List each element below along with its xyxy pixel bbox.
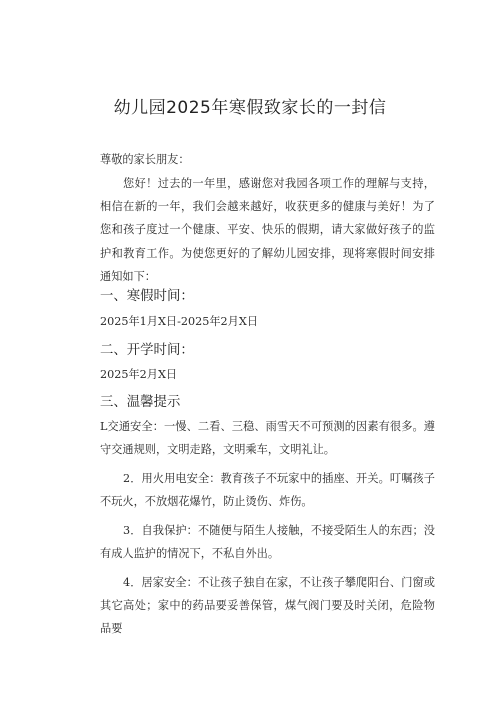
tip-item: 3．自我保护：不随便与陌生人接触，不接受陌生人的东西；没有成人监护的情况下，不私自外出。 [100, 524, 435, 561]
tip-item: 4．居家安全：不让孩子独自在家，不让孩子攀爬阳台、门窗或其它高处；家中的药品要妥善保管，煤气阀门要及时关闭，危险物品要 [100, 576, 435, 636]
salutation: 尊敬的家长朋友： [100, 153, 190, 166]
section-heading-tips: 三、温馨提示 [100, 395, 181, 410]
section-heading-school-start: 二、开学时间： [100, 343, 194, 358]
winter-break-dates: 2025年1月X日-2025年2月X日 [100, 315, 259, 328]
tip-item: 2．用火用电安全：教育孩子不玩家中的插座、开关。叮嘱孩子不玩火，不放烟花爆竹，防止烫伤、炸伤。 [100, 472, 435, 509]
intro-paragraph: 您好！过去的一年里，感谢您对我园各项工作的理解与支持，相信在新的一年，我们会越来越好，收获更多的健康与美好！为了您和孩子度过一个健康、平安、快乐的假期，请大家做好孩子的监护和教育工作。为使您更好的了解幼儿园安排，现将寒假时间安排通知如下： [100, 177, 435, 283]
school-start-date: 2025年2月X日 [100, 368, 178, 381]
section-heading-winter-break: 一、寒假时间： [100, 289, 194, 304]
tip-item: L交通安全：一慢、二看、三稳、雨雪天不可预测的因素有很多。遵守交通规则，文明走路，文明乘车，文明礼让。 [100, 420, 435, 457]
document-title: 幼儿园2025年寒假致家长的一封信 [113, 98, 387, 118]
